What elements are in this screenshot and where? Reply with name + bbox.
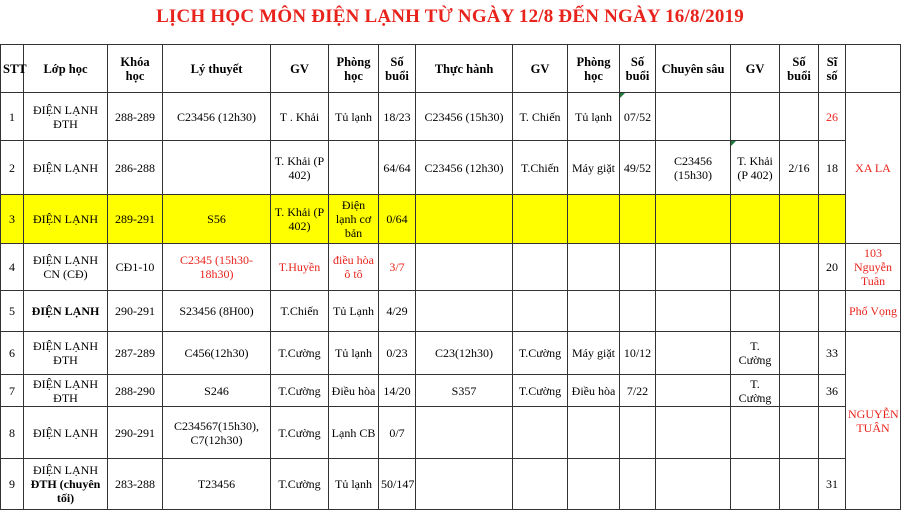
cell-stt: 8	[1, 407, 24, 459]
table-row	[1, 195, 901, 244]
table-row	[1, 244, 901, 291]
cell-phong1: Điều hòa	[329, 375, 379, 407]
cell-phong2	[568, 407, 620, 459]
cell-lop-line2: ĐTH (chuyên tối)	[30, 477, 101, 505]
cell-gv3	[731, 244, 780, 291]
cell-lythuyet: C234567(15h30), C7(12h30)	[163, 407, 271, 459]
cell-sobuoi2: 7/22	[620, 375, 656, 407]
cell-sobuoi2: 49/52	[620, 141, 656, 195]
cell-location-nguyen-tuan	[846, 332, 901, 510]
header-khoa: Khóa học	[108, 45, 163, 93]
cell-gv3: T. Cường	[731, 332, 780, 375]
cell-gv1: T. Khải (P 402)	[271, 141, 329, 195]
cell-gv2	[513, 407, 568, 459]
cell-lop	[24, 459, 108, 510]
cell-lythuyet: S23456 (8H00)	[163, 291, 271, 332]
cell-phong1: Tủ lạnh	[329, 93, 379, 141]
cell-khoa: 286-288	[108, 141, 163, 195]
header-phong2: Phòng học	[568, 45, 620, 93]
cell-khoa: 283-288	[108, 459, 163, 510]
cell-siso: 26	[819, 93, 846, 141]
cell-sobuoi1: 14/20	[379, 375, 416, 407]
cell-lop: ĐIỆN LẠNH ĐTH	[24, 375, 108, 407]
cell-phong1: Điện lạnh cơ bản	[329, 195, 379, 244]
cell-location-xala	[846, 93, 901, 244]
cell-thuchanh: C23456 (15h30)	[416, 93, 513, 141]
cell-chuyensau	[656, 291, 731, 332]
cell-khoa: 288-290	[108, 375, 163, 407]
cell-sobuoi1: 50/147	[379, 459, 416, 510]
schedule-table	[0, 44, 901, 510]
header-chuyensau: Chuyên sâu	[656, 45, 731, 93]
cell-sobuoi3	[780, 93, 819, 141]
cell-gv1: T . Khải	[271, 93, 329, 141]
cell-stt: 5	[1, 291, 24, 332]
cell-sobuoi3	[780, 195, 819, 244]
cell-lop-line1: ĐIỆN LẠNH	[33, 463, 98, 477]
cell-phong2	[568, 459, 620, 510]
cell-khoa: 290-291	[108, 407, 163, 459]
cell-sobuoi2	[620, 244, 656, 291]
cell-phong2: Máy giặt	[568, 141, 620, 195]
cell-sobuoi3	[780, 332, 819, 375]
cell-khoa: 288-289	[108, 93, 163, 141]
header-gv2: GV	[513, 45, 568, 93]
header-sobuoi1: Số buổi	[379, 45, 416, 93]
cell-phong1: Tủ lạnh	[329, 459, 379, 510]
cell-chuyensau: C23456 (15h30)	[656, 141, 731, 195]
cell-sobuoi3	[780, 375, 819, 407]
cell-sobuoi1: 0/64	[379, 195, 416, 244]
cell-sobuoi3	[780, 459, 819, 510]
cell-sobuoi3: 2/16	[780, 141, 819, 195]
table-row	[1, 375, 901, 407]
cell-gv1: T.Cường	[271, 459, 329, 510]
cell-sobuoi2	[620, 407, 656, 459]
cell-stt: 4	[1, 244, 24, 291]
cell-lop: ĐIỆN LẠNH	[24, 195, 108, 244]
cell-siso: 20	[819, 244, 846, 291]
cell-thuchanh	[416, 244, 513, 291]
cell-stt: 3	[1, 195, 24, 244]
cell-lop: ĐIỆN LẠNH ĐTH	[24, 332, 108, 375]
cell-lop: ĐIỆN LẠNH ĐTH	[24, 93, 108, 141]
cell-sobuoi3	[780, 244, 819, 291]
cell-chuyensau	[656, 244, 731, 291]
cell-sobuoi3	[780, 291, 819, 332]
header-row	[1, 45, 901, 93]
cell-sobuoi1: 0/23	[379, 332, 416, 375]
cell-gv2	[513, 195, 568, 244]
cell-gv2	[513, 459, 568, 510]
cell-sobuoi2	[620, 291, 656, 332]
cell-gv3	[731, 93, 780, 141]
cell-khoa: CĐ1-10	[108, 244, 163, 291]
cell-gv3	[731, 195, 780, 244]
header-location	[846, 45, 901, 93]
cell-siso: 31	[819, 459, 846, 510]
header-sobuoi2: Số buổi	[620, 45, 656, 93]
cell-stt: 6	[1, 332, 24, 375]
cell-sobuoi3	[780, 407, 819, 459]
cell-lythuyet: C23456 (12h30)	[163, 93, 271, 141]
cell-gv1: T.Cường	[271, 332, 329, 375]
cell-chuyensau	[656, 375, 731, 407]
cell-siso: 18	[819, 141, 846, 195]
header-sobuoi3: Số buổi	[780, 45, 819, 93]
cell-gv2: T.Cường	[513, 332, 568, 375]
cell-gv2: T.Chiến	[513, 141, 568, 195]
cell-lythuyet	[163, 141, 271, 195]
table-row	[1, 332, 901, 375]
cell-lop: ĐIỆN LẠNH	[24, 291, 108, 332]
location-nguyen-tuan: NGUYỄN TUÂN	[848, 406, 899, 435]
cell-gv1: T.Cường	[271, 407, 329, 459]
cell-phong1: Tủ lạnh	[329, 332, 379, 375]
cell-lop: ĐIỆN LẠNH	[24, 407, 108, 459]
cell-lythuyet: S56	[163, 195, 271, 244]
cell-stt: 2	[1, 141, 24, 195]
cell-chuyensau	[656, 195, 731, 244]
cell-lythuyet: S246	[163, 375, 271, 407]
table-row	[1, 93, 901, 141]
table-row	[1, 291, 901, 332]
cell-gv3: T. Cường	[731, 375, 780, 407]
header-stt: STT	[1, 45, 24, 93]
cell-chuyensau	[656, 459, 731, 510]
cell-gv1: T. Khải (P 402)	[271, 195, 329, 244]
cell-siso	[819, 195, 846, 244]
cell-gv3	[731, 291, 780, 332]
location-xala-top: XA LA	[855, 161, 891, 175]
cell-sobuoi1: 4/29	[379, 291, 416, 332]
cell-siso: 33	[819, 332, 846, 375]
header-lop: Lớp học	[24, 45, 108, 93]
cell-lythuyet: C456(12h30)	[163, 332, 271, 375]
cell-gv1: T.Cường	[271, 375, 329, 407]
cell-siso: 36	[819, 375, 846, 407]
cell-chuyensau	[656, 332, 731, 375]
cell-phong1: Tủ Lạnh	[329, 291, 379, 332]
cell-lop: ĐIỆN LẠNH	[24, 141, 108, 195]
cell-gv3	[731, 459, 780, 510]
cell-sobuoi1: 64/64	[379, 141, 416, 195]
cell-gv2	[513, 291, 568, 332]
cell-khoa: 290-291	[108, 291, 163, 332]
cell-phong2: Máy giặt	[568, 332, 620, 375]
cell-phong2	[568, 291, 620, 332]
cell-sobuoi2: 10/12	[620, 332, 656, 375]
cell-lythuyet: C2345 (15h30-18h30)	[163, 244, 271, 291]
header-gv3: GV	[731, 45, 780, 93]
cell-stt: 7	[1, 375, 24, 407]
cell-lop-text: ĐIỆN LẠNH CN (CĐ)	[33, 253, 98, 281]
cell-thuchanh: C23(12h30)	[416, 332, 513, 375]
cell-phong1: Lạnh CB	[329, 407, 379, 459]
header-phong1: Phòng học	[329, 45, 379, 93]
cell-sobuoi2: 07/52	[620, 93, 656, 141]
cell-stt: 9	[1, 459, 24, 510]
cell-thuchanh	[416, 195, 513, 244]
cell-chuyensau	[656, 407, 731, 459]
cell-phong2	[568, 244, 620, 291]
cell-khoa: 287-289	[108, 332, 163, 375]
cell-gv3	[731, 407, 780, 459]
cell-lythuyet: T23456	[163, 459, 271, 510]
cell-location-pho-vong: Phố Vọng	[846, 291, 901, 332]
header-lythuyet: Lý thuyết	[163, 45, 271, 93]
header-siso: Sĩ số	[819, 45, 846, 93]
cell-siso	[819, 291, 846, 332]
cell-thuchanh: S357	[416, 375, 513, 407]
cell-sobuoi2	[620, 195, 656, 244]
cell-gv1: T.Chiến	[271, 291, 329, 332]
cell-gv2: T.Cường	[513, 375, 568, 407]
cell-sobuoi2	[620, 459, 656, 510]
cell-thuchanh	[416, 407, 513, 459]
cell-gv3: T. Khải (P 402)	[731, 141, 780, 195]
table-row	[1, 141, 901, 195]
cell-phong2	[568, 195, 620, 244]
cell-phong2: Điều hòa	[568, 375, 620, 407]
cell-sobuoi1: 3/7	[379, 244, 416, 291]
cell-siso	[819, 407, 846, 459]
cell-gv2	[513, 244, 568, 291]
cell-thuchanh	[416, 291, 513, 332]
cell-chuyensau	[656, 93, 731, 141]
cell-location-103-nguyen-tuan: 103 Nguyễn Tuân	[846, 244, 901, 291]
cell-gv2: T. Chiến	[513, 93, 568, 141]
cell-stt: 1	[1, 93, 24, 141]
cell-sobuoi1: 0/7	[379, 407, 416, 459]
cell-phong1	[329, 141, 379, 195]
cell-sobuoi1: 18/23	[379, 93, 416, 141]
cell-lop	[24, 244, 108, 291]
cell-khoa: 289-291	[108, 195, 163, 244]
cell-thuchanh: C23456 (12h30)	[416, 141, 513, 195]
cell-phong2: Tủ lạnh	[568, 93, 620, 141]
header-gv1: GV	[271, 45, 329, 93]
cell-phong1: điều hòa ô tô	[329, 244, 379, 291]
table-row	[1, 459, 901, 510]
page-title: LỊCH HỌC MÔN ĐIỆN LẠNH TỪ NGÀY 12/8 ĐẾN NGÀY 16/8/2019	[156, 6, 744, 27]
table-row	[1, 407, 901, 459]
cell-gv1: T.Huyền	[271, 244, 329, 291]
header-thuchanh: Thực hành	[416, 45, 513, 93]
cell-thuchanh	[416, 459, 513, 510]
